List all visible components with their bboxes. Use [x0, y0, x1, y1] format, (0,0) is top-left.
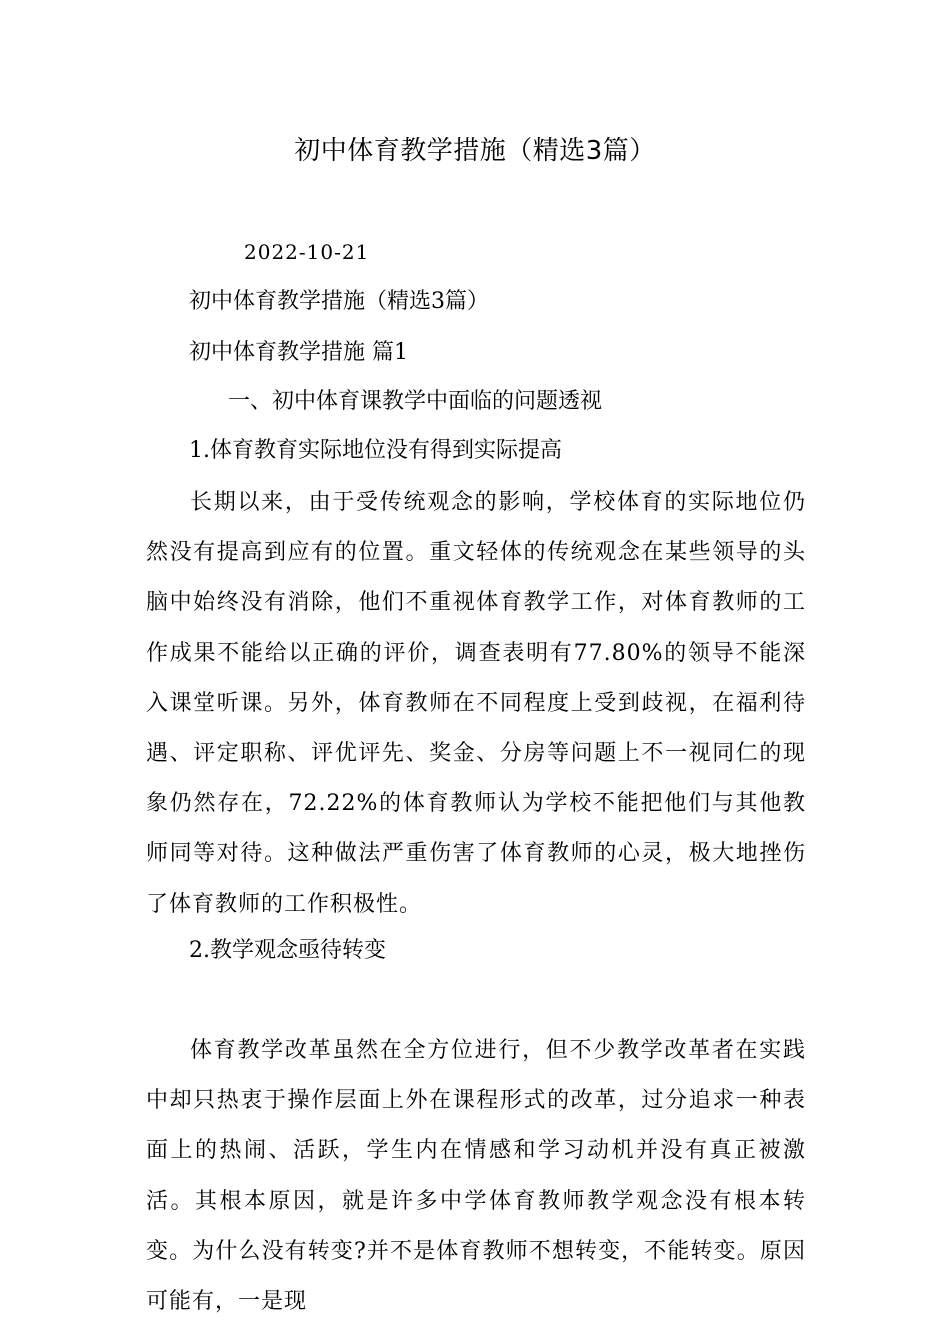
part-title: 初中体育教学措施 篇1	[189, 340, 408, 365]
paragraph-2: 体育教学改革虽然在全方位进行，但不少教学改革者在实践中却只热衷于操作层面上外在课程形式的改革，过分追求一种表面上的热闹、活跃，学生内在情感和学习动机并没有真正被激活。其根本原因，就是许多中学体育教师教学观念没有根本转变。为什么没有转变?并不是体育教师不想转变，不能转变。原因可能有，一是现	[146, 1038, 806, 1315]
item-heading-1: 1.体育教育实际地位没有得到实际提高	[189, 438, 562, 463]
document-date: 2022-10-21	[244, 240, 370, 264]
paragraph-1: 长期以来，由于受传统观念的影响，学校体育的实际地位仍然没有提高到应有的位置。重文轻体的传统观念在某些领导的头脑中始终没有消除，他们不重视体育教学工作，对体育教师的工作成果不能给以正确的评价，调查表明有77.80%的领导不能深入课堂听课。另外，体育教师在不同程度上受到歧视，在福利待遇、评定职称、评优评先、奖金、分房等问题上不一视同仁的现象仍然存在，72.22%的体育教师认为学校不能把他们与其他教师同等对待。这种做法严重伤害了体育教师的心灵，极大地挫伤了体育教师的工作积极性。	[146, 490, 806, 917]
section-heading: 一、初中体育课教学中面临的问题透视	[228, 389, 603, 414]
item-heading-2: 2.教学观念亟待转变	[189, 938, 386, 963]
document-title: 初中体育教学措施（精选3篇）	[294, 136, 656, 166]
document-subtitle: 初中体育教学措施（精选3篇）	[189, 289, 489, 314]
